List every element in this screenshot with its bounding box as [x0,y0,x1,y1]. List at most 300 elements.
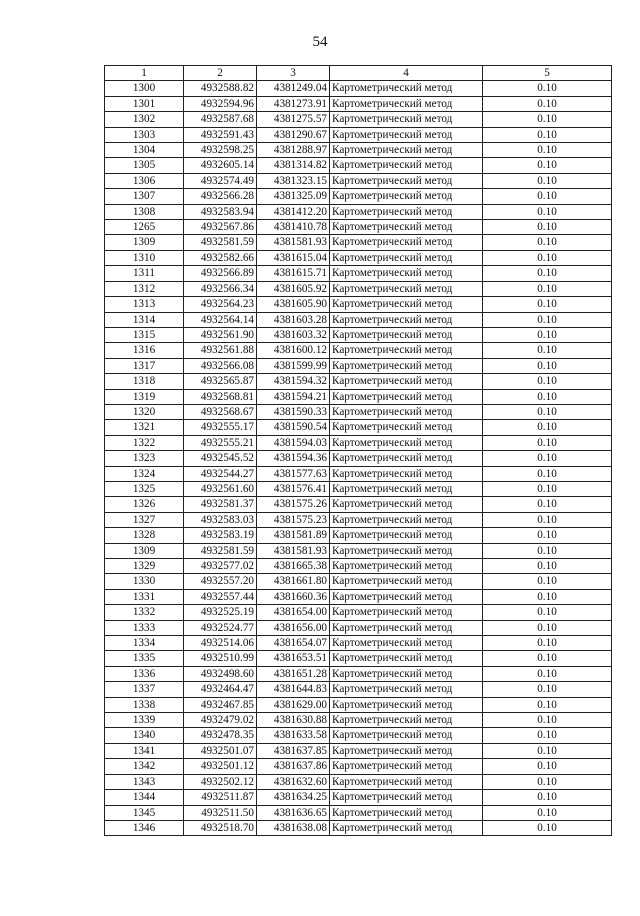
accuracy-cell: 0.10 [483,651,612,666]
table-row [105,666,612,681]
table-row [105,189,612,204]
point-number-cell: 1325 [105,481,184,496]
method-cell: Картометрический метод [330,374,483,389]
point-number-cell: 1314 [105,312,184,327]
table-row [105,327,612,342]
table-row [105,512,612,527]
table-row [105,358,612,373]
method-cell: Картометрический метод [330,250,483,265]
point-number-cell: 1304 [105,143,184,158]
table-row [105,682,612,697]
page-number: 54 [312,34,328,50]
point-number-cell: 1319 [105,389,184,404]
point-number-cell: 1341 [105,743,184,758]
y-coordinate-cell: 4381325.09 [257,189,330,204]
table-row [105,559,612,574]
method-cell: Картометрический метод [330,327,483,342]
accuracy-cell: 0.10 [483,281,612,296]
point-number-cell: 1339 [105,713,184,728]
table-row [105,636,612,651]
point-number-cell: 1343 [105,774,184,789]
x-coordinate-cell: 4932583.03 [184,512,257,527]
point-number-cell: 1338 [105,697,184,712]
table-row [105,96,612,111]
point-number-cell: 1265 [105,220,184,235]
y-coordinate-cell: 4381577.63 [257,466,330,481]
method-cell: Картометрический метод [330,281,483,296]
x-coordinate-cell: 4932566.28 [184,189,257,204]
method-cell: Картометрический метод [330,173,483,188]
point-number-cell: 1315 [105,327,184,342]
method-cell: Картометрический метод [330,605,483,620]
table-row [105,173,612,188]
point-number-cell: 1334 [105,636,184,651]
y-coordinate-cell: 4381590.33 [257,404,330,419]
table-row [105,728,612,743]
table-row [105,297,612,312]
table-row [105,774,612,789]
table-row [105,343,612,358]
x-coordinate-cell: 4932564.14 [184,312,257,327]
method-cell: Картометрический метод [330,81,483,96]
y-coordinate-cell: 4381629.00 [257,697,330,712]
point-number-cell: 1303 [105,127,184,142]
x-coordinate-cell: 4932587.68 [184,112,257,127]
accuracy-cell: 0.10 [483,204,612,219]
point-number-cell: 1316 [105,343,184,358]
column-header-5: 5 [483,66,612,81]
x-coordinate-cell: 4932577.02 [184,559,257,574]
table-row [105,81,612,96]
x-coordinate-cell: 4932561.88 [184,343,257,358]
method-cell: Картометрический метод [330,820,483,835]
method-cell: Картометрический метод [330,743,483,758]
accuracy-cell: 0.10 [483,620,612,635]
table-row [105,204,612,219]
accuracy-cell: 0.10 [483,666,612,681]
y-coordinate-cell: 4381605.90 [257,297,330,312]
column-header-1: 1 [105,66,184,81]
x-coordinate-cell: 4932566.89 [184,266,257,281]
accuracy-cell: 0.10 [483,435,612,450]
y-coordinate-cell: 4381273.91 [257,96,330,111]
x-coordinate-cell: 4932566.08 [184,358,257,373]
y-coordinate-cell: 4381644.83 [257,682,330,697]
method-cell: Картометрический метод [330,790,483,805]
point-number-cell: 1344 [105,790,184,805]
x-coordinate-cell: 4932545.52 [184,451,257,466]
method-cell: Картометрический метод [330,512,483,527]
method-cell: Картометрический метод [330,96,483,111]
x-coordinate-cell: 4932502.12 [184,774,257,789]
accuracy-cell: 0.10 [483,574,612,589]
y-coordinate-cell: 4381275.57 [257,112,330,127]
accuracy-cell: 0.10 [483,312,612,327]
method-cell: Картометрический метод [330,266,483,281]
table-row [105,374,612,389]
y-coordinate-cell: 4381634.25 [257,790,330,805]
point-number-cell: 1327 [105,512,184,527]
accuracy-cell: 0.10 [483,343,612,358]
y-coordinate-cell: 4381323.15 [257,173,330,188]
y-coordinate-cell: 4381410.78 [257,220,330,235]
y-coordinate-cell: 4381633.58 [257,728,330,743]
method-cell: Картометрический метод [330,651,483,666]
accuracy-cell: 0.10 [483,250,612,265]
x-coordinate-cell: 4932555.17 [184,420,257,435]
method-cell: Картометрический метод [330,774,483,789]
accuracy-cell: 0.10 [483,481,612,496]
x-coordinate-cell: 4932498.60 [184,666,257,681]
point-number-cell: 1313 [105,297,184,312]
method-cell: Картометрический метод [330,713,483,728]
x-coordinate-cell: 4932598.25 [184,143,257,158]
method-cell: Картометрический метод [330,466,483,481]
accuracy-cell: 0.10 [483,358,612,373]
x-coordinate-cell: 4932544.27 [184,466,257,481]
point-number-cell: 1336 [105,666,184,681]
accuracy-cell: 0.10 [483,697,612,712]
table-row [105,420,612,435]
y-coordinate-cell: 4381636.65 [257,805,330,820]
accuracy-cell: 0.10 [483,266,612,281]
accuracy-cell: 0.10 [483,81,612,96]
point-number-cell: 1312 [105,281,184,296]
accuracy-cell: 0.10 [483,173,612,188]
method-cell: Картометрический метод [330,666,483,681]
point-number-cell: 1308 [105,204,184,219]
method-cell: Картометрический метод [330,112,483,127]
point-number-cell: 1346 [105,820,184,835]
method-cell: Картометрический метод [330,404,483,419]
coordinates-table [104,65,612,836]
x-coordinate-cell: 4932581.59 [184,235,257,250]
x-coordinate-cell: 4932525.19 [184,605,257,620]
y-coordinate-cell: 4381603.32 [257,327,330,342]
method-cell: Картометрический метод [330,312,483,327]
x-coordinate-cell: 4932568.81 [184,389,257,404]
point-number-cell: 1329 [105,559,184,574]
x-coordinate-cell: 4932594.96 [184,96,257,111]
method-cell: Картометрический метод [330,189,483,204]
accuracy-cell: 0.10 [483,451,612,466]
y-coordinate-cell: 4381637.85 [257,743,330,758]
x-coordinate-cell: 4932557.20 [184,574,257,589]
point-number-cell: 1337 [105,682,184,697]
accuracy-cell: 0.10 [483,374,612,389]
point-number-cell: 1331 [105,589,184,604]
y-coordinate-cell: 4381594.21 [257,389,330,404]
table-row [105,605,612,620]
method-cell: Картометрический метод [330,682,483,697]
table-row [105,574,612,589]
y-coordinate-cell: 4381637.86 [257,759,330,774]
x-coordinate-cell: 4932501.12 [184,759,257,774]
point-number-cell: 1311 [105,266,184,281]
table-row [105,805,612,820]
table-row [105,713,612,728]
table-row [105,404,612,419]
y-coordinate-cell: 4381661.80 [257,574,330,589]
method-cell: Картометрический метод [330,805,483,820]
method-cell: Картометрический метод [330,559,483,574]
table-row [105,543,612,558]
table-header-row [105,66,612,81]
table-row [105,497,612,512]
table-row [105,112,612,127]
point-number-cell: 1335 [105,651,184,666]
x-coordinate-cell: 4932478.35 [184,728,257,743]
x-coordinate-cell: 4932583.94 [184,204,257,219]
point-number-cell: 1332 [105,605,184,620]
table-row [105,250,612,265]
x-coordinate-cell: 4932511.87 [184,790,257,805]
method-cell: Картометрический метод [330,543,483,558]
y-coordinate-cell: 4381638.08 [257,820,330,835]
method-cell: Картометрический метод [330,420,483,435]
y-coordinate-cell: 4381594.03 [257,435,330,450]
table-row [105,143,612,158]
point-number-cell: 1318 [105,374,184,389]
point-number-cell: 1324 [105,466,184,481]
accuracy-cell: 0.10 [483,605,612,620]
table-row [105,312,612,327]
point-number-cell: 1326 [105,497,184,512]
x-coordinate-cell: 4932564.23 [184,297,257,312]
x-coordinate-cell: 4932581.59 [184,543,257,558]
table-row [105,451,612,466]
x-coordinate-cell: 4932591.43 [184,127,257,142]
table-row [105,589,612,604]
y-coordinate-cell: 4381594.36 [257,451,330,466]
y-coordinate-cell: 4381290.67 [257,127,330,142]
method-cell: Картометрический метод [330,297,483,312]
y-coordinate-cell: 4381581.93 [257,235,330,250]
point-number-cell: 1305 [105,158,184,173]
point-number-cell: 1309 [105,543,184,558]
point-number-cell: 1320 [105,404,184,419]
table-row [105,481,612,496]
method-cell: Картометрический метод [330,158,483,173]
accuracy-cell: 0.10 [483,636,612,651]
point-number-cell: 1321 [105,420,184,435]
x-coordinate-cell: 4932510.99 [184,651,257,666]
table-row [105,235,612,250]
table-row [105,435,612,450]
point-number-cell: 1307 [105,189,184,204]
accuracy-cell: 0.10 [483,543,612,558]
point-number-cell: 1345 [105,805,184,820]
point-number-cell: 1340 [105,728,184,743]
y-coordinate-cell: 4381600.12 [257,343,330,358]
table-row [105,790,612,805]
y-coordinate-cell: 4381590.54 [257,420,330,435]
table-row [105,528,612,543]
x-coordinate-cell: 4932574.49 [184,173,257,188]
accuracy-cell: 0.10 [483,127,612,142]
y-coordinate-cell: 4381615.04 [257,250,330,265]
x-coordinate-cell: 4932501.07 [184,743,257,758]
x-coordinate-cell: 4932518.70 [184,820,257,835]
method-cell: Картометрический метод [330,220,483,235]
accuracy-cell: 0.10 [483,497,612,512]
accuracy-cell: 0.10 [483,420,612,435]
accuracy-cell: 0.10 [483,820,612,835]
x-coordinate-cell: 4932561.60 [184,481,257,496]
point-number-cell: 1301 [105,96,184,111]
point-number-cell: 1322 [105,435,184,450]
x-coordinate-cell: 4932524.77 [184,620,257,635]
x-coordinate-cell: 4932582.66 [184,250,257,265]
table-row [105,759,612,774]
column-header-4: 4 [330,66,483,81]
y-coordinate-cell: 4381660.36 [257,589,330,604]
table-row [105,620,612,635]
accuracy-cell: 0.10 [483,528,612,543]
table-row [105,697,612,712]
method-cell: Картометрический метод [330,235,483,250]
table-row [105,651,612,666]
table-row [105,466,612,481]
accuracy-cell: 0.10 [483,189,612,204]
method-cell: Картометрический метод [330,589,483,604]
accuracy-cell: 0.10 [483,774,612,789]
table-row [105,389,612,404]
y-coordinate-cell: 4381575.23 [257,512,330,527]
y-coordinate-cell: 4381654.07 [257,636,330,651]
table-row [105,220,612,235]
x-coordinate-cell: 4932561.90 [184,327,257,342]
accuracy-cell: 0.10 [483,682,612,697]
accuracy-cell: 0.10 [483,713,612,728]
point-number-cell: 1302 [105,112,184,127]
x-coordinate-cell: 4932605.14 [184,158,257,173]
x-coordinate-cell: 4932588.82 [184,81,257,96]
method-cell: Картометрический метод [330,481,483,496]
point-number-cell: 1309 [105,235,184,250]
x-coordinate-cell: 4932514.06 [184,636,257,651]
accuracy-cell: 0.10 [483,759,612,774]
point-number-cell: 1300 [105,81,184,96]
y-coordinate-cell: 4381581.93 [257,543,330,558]
point-number-cell: 1306 [105,173,184,188]
accuracy-cell: 0.10 [483,559,612,574]
method-cell: Картометрический метод [330,451,483,466]
table-row [105,127,612,142]
accuracy-cell: 0.10 [483,143,612,158]
method-cell: Картометрический метод [330,389,483,404]
method-cell: Картометрический метод [330,759,483,774]
point-number-cell: 1317 [105,358,184,373]
point-number-cell: 1323 [105,451,184,466]
y-coordinate-cell: 4381653.51 [257,651,330,666]
point-number-cell: 1328 [105,528,184,543]
accuracy-cell: 0.10 [483,389,612,404]
column-header-2: 2 [184,66,257,81]
y-coordinate-cell: 4381314.82 [257,158,330,173]
table-row [105,743,612,758]
accuracy-cell: 0.10 [483,158,612,173]
accuracy-cell: 0.10 [483,805,612,820]
y-coordinate-cell: 4381651.28 [257,666,330,681]
y-coordinate-cell: 4381594.32 [257,374,330,389]
method-cell: Картометрический метод [330,697,483,712]
x-coordinate-cell: 4932566.34 [184,281,257,296]
accuracy-cell: 0.10 [483,466,612,481]
x-coordinate-cell: 4932467.85 [184,697,257,712]
accuracy-cell: 0.10 [483,728,612,743]
table-row [105,281,612,296]
y-coordinate-cell: 4381288.97 [257,143,330,158]
point-number-cell: 1330 [105,574,184,589]
y-coordinate-cell: 4381665.38 [257,559,330,574]
y-coordinate-cell: 4381654.00 [257,605,330,620]
x-coordinate-cell: 4932511.50 [184,805,257,820]
accuracy-cell: 0.10 [483,96,612,111]
y-coordinate-cell: 4381581.89 [257,528,330,543]
x-coordinate-cell: 4932583.19 [184,528,257,543]
method-cell: Картометрический метод [330,528,483,543]
x-coordinate-cell: 4932567.86 [184,220,257,235]
table-row [105,158,612,173]
method-cell: Картометрический метод [330,497,483,512]
method-cell: Картометрический метод [330,127,483,142]
method-cell: Картометрический метод [330,343,483,358]
method-cell: Картометрический метод [330,636,483,651]
y-coordinate-cell: 4381575.26 [257,497,330,512]
y-coordinate-cell: 4381576.41 [257,481,330,496]
accuracy-cell: 0.10 [483,512,612,527]
table-body [105,81,612,836]
point-number-cell: 1310 [105,250,184,265]
y-coordinate-cell: 4381249.04 [257,81,330,96]
accuracy-cell: 0.10 [483,220,612,235]
point-number-cell: 1333 [105,620,184,635]
x-coordinate-cell: 4932555.21 [184,435,257,450]
y-coordinate-cell: 4381632.60 [257,774,330,789]
table-row [105,266,612,281]
method-cell: Картометрический метод [330,143,483,158]
method-cell: Картометрический метод [330,204,483,219]
method-cell: Картометрический метод [330,435,483,450]
accuracy-cell: 0.10 [483,743,612,758]
accuracy-cell: 0.10 [483,297,612,312]
accuracy-cell: 0.10 [483,327,612,342]
y-coordinate-cell: 4381615.71 [257,266,330,281]
accuracy-cell: 0.10 [483,589,612,604]
table-row [105,820,612,835]
x-coordinate-cell: 4932581.37 [184,497,257,512]
accuracy-cell: 0.10 [483,404,612,419]
y-coordinate-cell: 4381630.88 [257,713,330,728]
y-coordinate-cell: 4381605.92 [257,281,330,296]
x-coordinate-cell: 4932565.87 [184,374,257,389]
y-coordinate-cell: 4381656.00 [257,620,330,635]
method-cell: Картометрический метод [330,728,483,743]
x-coordinate-cell: 4932479.02 [184,713,257,728]
x-coordinate-cell: 4932568.67 [184,404,257,419]
x-coordinate-cell: 4932557.44 [184,589,257,604]
y-coordinate-cell: 4381599.99 [257,358,330,373]
method-cell: Картометрический метод [330,620,483,635]
method-cell: Картометрический метод [330,574,483,589]
y-coordinate-cell: 4381603.28 [257,312,330,327]
accuracy-cell: 0.10 [483,790,612,805]
accuracy-cell: 0.10 [483,235,612,250]
point-number-cell: 1342 [105,759,184,774]
x-coordinate-cell: 4932464.47 [184,682,257,697]
accuracy-cell: 0.10 [483,112,612,127]
